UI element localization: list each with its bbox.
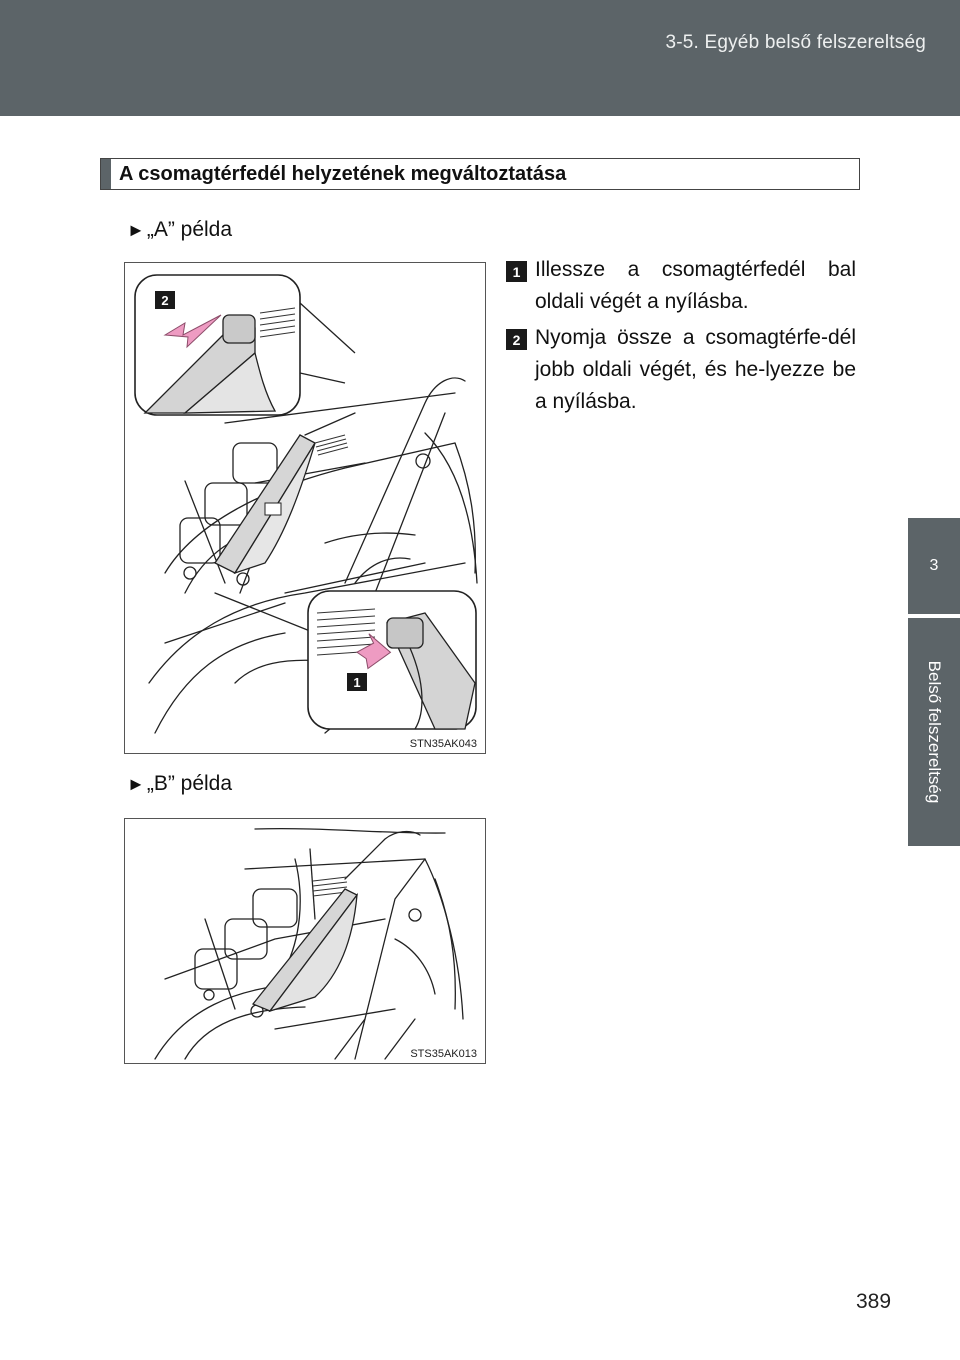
illustration-cargo-cover-b (125, 819, 485, 1063)
figure-a-code: STN35AK043 (409, 738, 477, 750)
example-b-label (127, 772, 232, 796)
page-number: 389 (856, 1290, 892, 1313)
triangle-marker-icon: ► (127, 220, 145, 240)
chapter-tab-number: 3 (908, 518, 960, 614)
step-2-text: Nyomja össze a csomagtérfe-dél jobb oldali végét, és he-lyezze be a nyílásba. (535, 326, 856, 413)
example-a-label (127, 218, 232, 242)
triangle-marker-icon: ► (127, 774, 145, 794)
chapter-tab-label (908, 618, 960, 846)
illustration-cargo-cover-a (125, 263, 485, 753)
callout-1-label: 1 (353, 675, 361, 690)
figure-example-b (124, 818, 486, 1064)
figure-b-code: STS35AK013 (410, 1048, 477, 1060)
section-title: A csomagtérfedél helyzetének megváltoztatása (119, 163, 567, 185)
step-1-text: Illessze a csomagtérfedél bal oldali végét a nyílásba. (535, 258, 856, 313)
step-1-badge: 1 (506, 261, 527, 282)
example-a-text: „A” példa (146, 218, 233, 241)
figure-example-a (124, 262, 486, 754)
section-title-accent (101, 159, 111, 189)
step-1 (506, 254, 856, 318)
step-2-badge: 2 (506, 329, 527, 350)
header-title: 3-5. Egyéb belső felszereltség (665, 32, 926, 53)
example-b-text: „B” példa (146, 772, 233, 795)
step-2 (506, 322, 856, 418)
callout-2-label: 2 (161, 293, 169, 308)
chapter-tab-label-text: Belső felszereltség (925, 660, 944, 804)
section-title-box (100, 158, 860, 190)
header-bar (0, 0, 960, 116)
